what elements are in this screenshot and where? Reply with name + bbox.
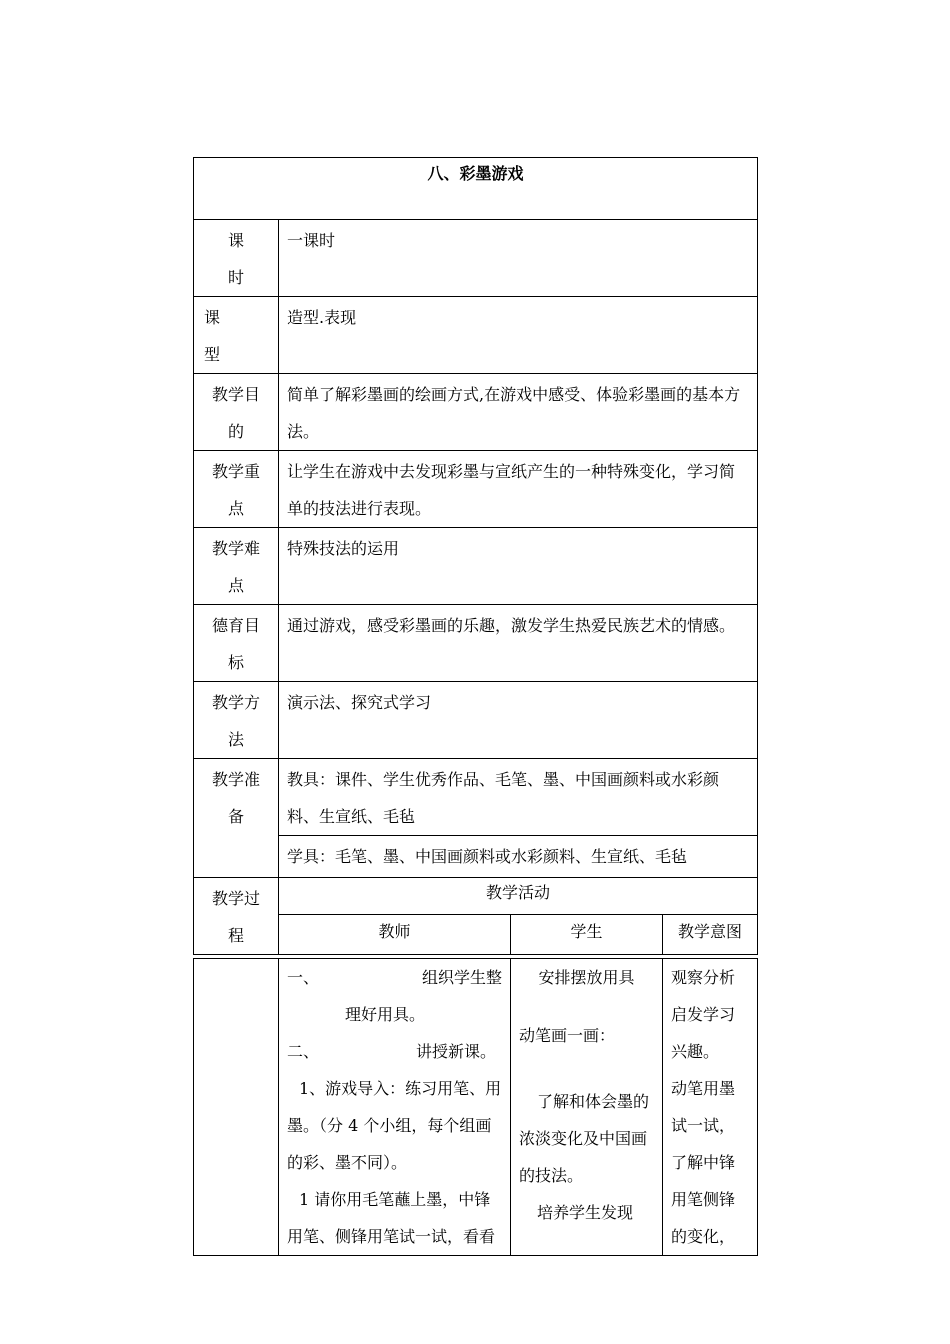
row-difficulty bbox=[194, 528, 758, 605]
intent-cell bbox=[663, 959, 758, 1256]
lesson-plan-document bbox=[193, 157, 757, 1256]
label-method: 教学方 法 bbox=[194, 682, 279, 759]
student-line-3: 了解和体会墨的浓淡变化及中国画的技法。 bbox=[519, 1092, 650, 1185]
value-difficulty: 特殊技法的运用 bbox=[279, 528, 758, 605]
label-difficulty: 教学难 点 bbox=[194, 528, 279, 605]
label-goal: 教学目 的 bbox=[194, 374, 279, 451]
row-preparation-teacher bbox=[194, 759, 758, 836]
label-process: 教学过 程 bbox=[194, 878, 279, 955]
value-preparation-teacher: 教具：课件、学生优秀作品、毛笔、墨、中国画颜料或水彩颜料、生宣纸、毛毡 bbox=[279, 759, 758, 836]
col-header-intent: 教学意图 bbox=[663, 914, 758, 954]
row-method bbox=[194, 682, 758, 759]
row-preparation-student bbox=[194, 836, 758, 878]
col-header-student: 学生 bbox=[511, 914, 663, 954]
row-type bbox=[194, 297, 758, 374]
teacher-paragraph-2: 1 请你用毛笔蘸上墨，中锋用笔、侧锋用笔试一试，看看 bbox=[287, 1190, 496, 1246]
row-goal bbox=[194, 374, 758, 451]
col-header-teacher: 教师 bbox=[279, 914, 511, 954]
lesson-plan-table bbox=[193, 157, 758, 1256]
row-key-points bbox=[194, 451, 758, 528]
label-type: 课 型 bbox=[194, 297, 279, 374]
value-type: 造型.表现 bbox=[279, 297, 758, 374]
teacher-step-1-cont: 理好用具。 bbox=[345, 1005, 426, 1024]
row-moral-goal bbox=[194, 605, 758, 682]
student-line-2: 动笔画一画： bbox=[519, 1026, 616, 1045]
value-key-points: 让学生在游戏中去发现彩墨与宣纸产生的一种特殊变化，学习简单的技法进行表现。 bbox=[279, 451, 758, 528]
value-moral-goal: 通过游戏，感受彩墨画的乐趣，激发学生热爱民族艺术的情感。 bbox=[279, 605, 758, 682]
teacher-paragraph-1: 1、游戏导入：练习用笔、用墨。（分 4 个小组，每个组画的彩、墨不同）。 bbox=[287, 1079, 502, 1172]
intent-line-1: 观察分析启发学习兴趣。 bbox=[671, 968, 736, 1061]
intent-line-2: 动笔用墨试一试，了解中锋用笔侧锋的变化， bbox=[671, 1079, 736, 1246]
student-line-4: 培养学生发现 bbox=[537, 1203, 634, 1222]
value-period: 一课时 bbox=[279, 220, 758, 297]
document-title: 八、彩墨游戏 bbox=[194, 158, 758, 220]
label-moral-goal: 德育目 标 bbox=[194, 605, 279, 682]
title-row bbox=[194, 158, 758, 220]
label-period: 课 时 bbox=[194, 220, 279, 297]
row-process-header bbox=[194, 878, 758, 915]
student-line-1: 安排摆放用具 bbox=[538, 968, 635, 987]
teacher-step-1: 一、 组织学生整 bbox=[287, 968, 502, 987]
process-body-label-cell bbox=[194, 959, 279, 1256]
label-key-points: 教学重 点 bbox=[194, 451, 279, 528]
teacher-activity-cell bbox=[279, 959, 511, 1256]
teacher-step-2: 二、 讲授新课。 bbox=[287, 1042, 496, 1061]
label-preparation: 教学准 备 bbox=[194, 759, 279, 878]
activity-header: 教学活动 bbox=[279, 878, 758, 915]
value-goal: 简单了解彩墨画的绘画方式,在游戏中感受、体验彩墨画的基本方法。 bbox=[279, 374, 758, 451]
value-method: 演示法、探究式学习 bbox=[279, 682, 758, 759]
value-preparation-student: 学具：毛笔、墨、中国画颜料或水彩颜料、生宣纸、毛毡 bbox=[279, 836, 758, 878]
row-period bbox=[194, 220, 758, 297]
row-process-body bbox=[194, 959, 758, 1256]
student-activity-cell bbox=[511, 959, 663, 1256]
row-process-columns bbox=[194, 914, 758, 954]
